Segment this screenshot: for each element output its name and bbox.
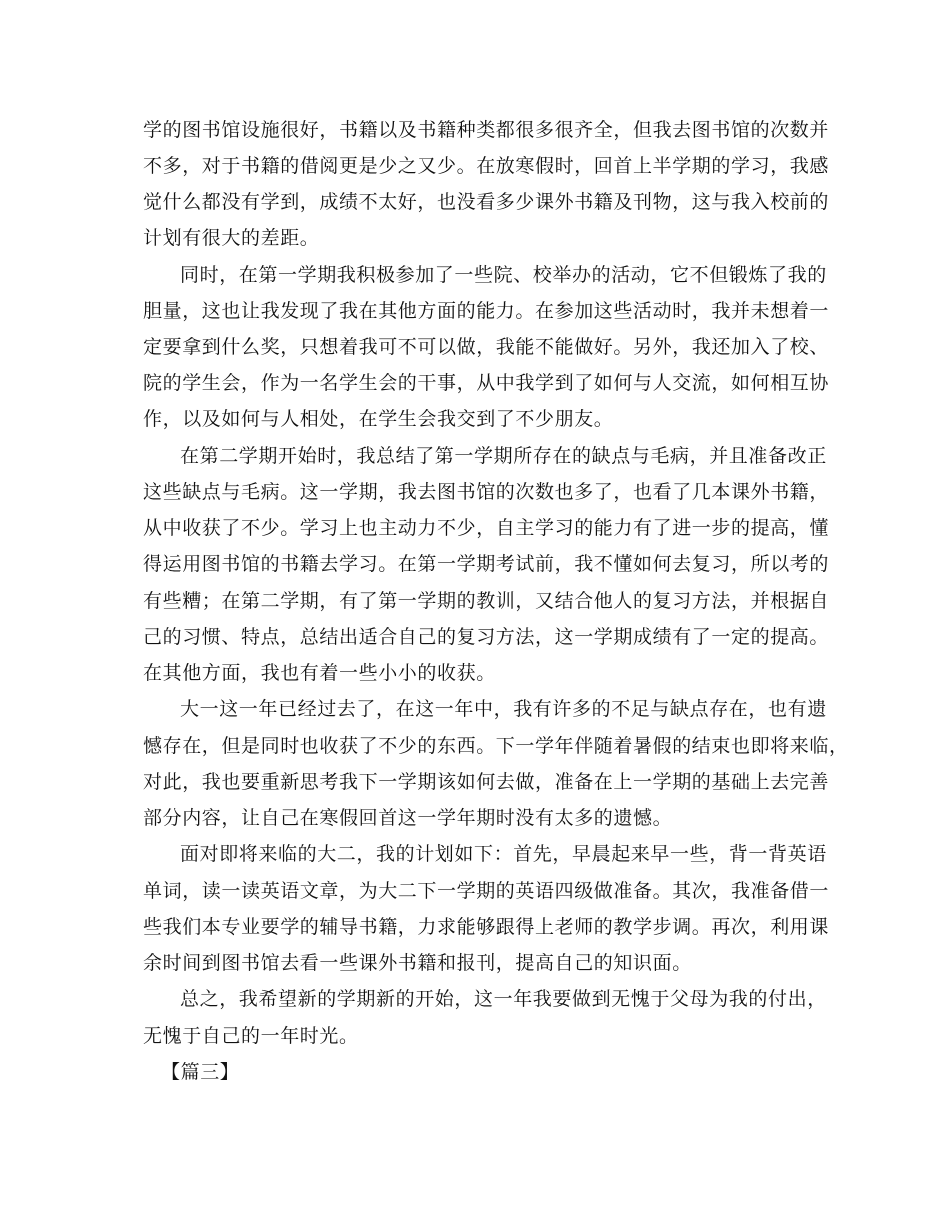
paragraph-line: 总之，我希望新的学期新的开始，这一年我要做到无愧于父母为我的付出， bbox=[180, 988, 827, 1010]
paragraph-line: 憾存在，但是同时也收获了不少的东西。下一学年伴随着暑假的结束也即将来临， bbox=[143, 735, 849, 757]
paragraph-line: 些我们本专业要学的辅导书籍，力求能够跟得上老师的教学步调。再次，利用课 bbox=[143, 916, 830, 938]
paragraph-line: 对此，我也要重新思考我下一学期该如何去做，准备在上一学期的基础上去完善 bbox=[143, 771, 830, 793]
paragraph-line: 己的习惯、特点，总结出适合自己的复习方法，这一学期成绩有了一定的提高。 bbox=[143, 626, 830, 648]
paragraph-line: 计划有很大的差距。 bbox=[143, 227, 320, 249]
paragraph-line: 单词，读一读英语文章，为大二下一学期的英语四级做准备。其次，我准备借一 bbox=[143, 880, 830, 902]
paragraph-line: 在第二学期开始时，我总结了第一学期所存在的缺点与毛病，并且准备改正 bbox=[180, 445, 827, 467]
paragraph-line: 有些糟；在第二学期，有了第一学期的教训，又结合他人的复习方法，并根据自 bbox=[143, 590, 830, 612]
paragraph-line: 胆量，这也让我发现了我在其他方面的能力。在参加这些活动时，我并未想着一 bbox=[143, 300, 830, 322]
paragraph-line: 觉什么都没有学到，成绩不太好，也没看多少课外书籍及刊物，这与我入校前的 bbox=[143, 191, 830, 213]
paragraph-line: 院的学生会，作为一名学生会的干事，从中我学到了如何与人交流，如何相互协 bbox=[143, 372, 830, 394]
paragraph-line: 余时间到图书馆去看一些课外书籍和报刊，提高自己的知识面。 bbox=[143, 952, 692, 974]
paragraph-line: 从中收获了不少。学习上也主动力不少，自主学习的能力有了进一步的提高，懂 bbox=[143, 517, 830, 539]
paragraph-line: 这些缺点与毛病。这一学期，我去图书馆的次数也多了，也看了几本课外书籍， bbox=[143, 481, 830, 503]
paragraph-line: 大一这一年已经过去了，在这一年中，我有许多的不足与缺点存在，也有遗 bbox=[180, 698, 827, 720]
paragraph-line: 作，以及如何与人相处，在学生会我交到了不少朋友。 bbox=[143, 408, 614, 430]
paragraph-line: 同时，在第一学期我积极参加了一些院、校举办的活动，它不但锻炼了我的 bbox=[180, 264, 827, 286]
paragraph-line: 不多，对于书籍的借阅更是少之又少。在放寒假时，回首上半学期的学习，我感 bbox=[143, 155, 830, 177]
paragraph-line: 学的图书馆设施很好，书籍以及书籍种类都很多很齐全，但我去图书馆的次数并 bbox=[143, 119, 830, 141]
paragraph-line: 无愧于自己的一年时光。 bbox=[143, 1025, 359, 1047]
paragraph-line: 定要拿到什么奖，只想着我可不可以做，我能不能做好。另外，我还加入了校、 bbox=[143, 336, 830, 358]
section-heading: 【篇三】 bbox=[161, 1061, 240, 1083]
paragraph-line: 得运用图书馆的书籍去学习。在第一学期考试前，我不懂如何去复习，所以考的 bbox=[143, 553, 830, 575]
paragraph-line: 面对即将来临的大二，我的计划如下：首先，早晨起来早一些，背一背英语 bbox=[180, 843, 827, 865]
paragraph-line: 部分内容，让自己在寒假回首这一学年期时没有太多的遗憾。 bbox=[143, 807, 673, 829]
paragraph-line: 在其他方面，我也有着一些小小的收获。 bbox=[143, 662, 496, 684]
